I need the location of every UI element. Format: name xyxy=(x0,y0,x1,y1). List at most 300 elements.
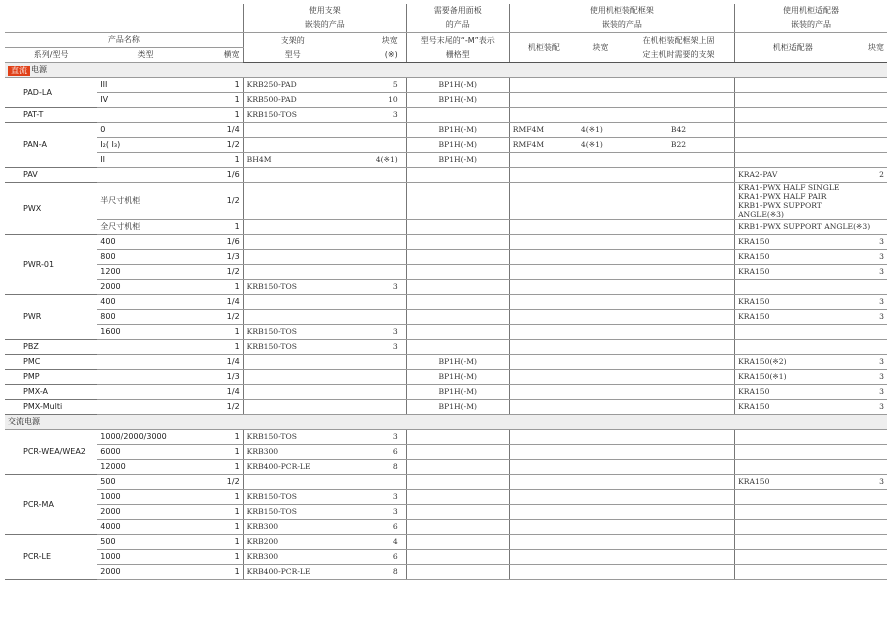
rack-units-cell xyxy=(578,93,623,108)
header-blank-cell xyxy=(5,4,243,33)
type-cell: 1600 xyxy=(97,325,194,340)
bracket-model-cell xyxy=(243,400,342,415)
category-label xyxy=(5,63,887,78)
header-row-groups xyxy=(5,4,887,33)
rack-bracket-cell xyxy=(623,550,735,565)
adapter-units-cell xyxy=(850,325,887,340)
rack-bracket-cell xyxy=(623,370,735,385)
bracket-units-cell: 6 xyxy=(342,550,406,565)
blank-panel-cell: BP1H(-M) xyxy=(406,385,509,400)
row-indent xyxy=(5,385,20,400)
header-series-model: 系列/型号 xyxy=(5,48,97,63)
rack-mount-cell xyxy=(509,340,578,355)
width-cell: 1 xyxy=(194,325,243,340)
rack-mount-cell xyxy=(509,370,578,385)
width-cell: 1 xyxy=(194,565,243,580)
blank-panel-cell xyxy=(406,550,509,565)
bracket-units-cell: 3 xyxy=(342,490,406,505)
bracket-model-cell: BH4M xyxy=(243,153,342,168)
rack-bracket-cell xyxy=(623,520,735,535)
blank-panel-cell xyxy=(406,325,509,340)
width-cell: 1/2 xyxy=(194,265,243,280)
rack-mount-cell xyxy=(509,565,578,580)
adapter-units-cell xyxy=(850,520,887,535)
series-cell: PAN-A xyxy=(20,123,97,168)
rack-adapter-cell xyxy=(735,430,851,445)
rack-mount-cell xyxy=(509,250,578,265)
bracket-units-cell: 3 xyxy=(342,325,406,340)
series-cell: PCR-WEA/WEA2 xyxy=(20,430,97,475)
rack-adapter-cell xyxy=(735,445,851,460)
blank-panel-cell: BP1H(-M) xyxy=(406,138,509,153)
row-indent xyxy=(5,295,20,340)
rack-units-cell xyxy=(578,385,623,400)
bracket-units-cell xyxy=(342,400,406,415)
blank-panel-cell: BP1H(-M) xyxy=(406,78,509,93)
bracket-model-cell xyxy=(243,295,342,310)
adapter-units-cell xyxy=(850,340,887,355)
row-indent xyxy=(5,235,20,295)
type-cell: 4000 xyxy=(97,520,194,535)
table-row xyxy=(5,460,887,475)
rack-adapter-cell xyxy=(735,565,851,580)
header-rack-frame-group: 使用机柜装配框架 嵌装的产品 xyxy=(509,4,734,33)
rack-bracket-cell xyxy=(623,535,735,550)
blank-panel-cell xyxy=(406,565,509,580)
rack-adapter-cell xyxy=(735,460,851,475)
type-cell: 2000 xyxy=(97,565,194,580)
rack-units-cell xyxy=(578,325,623,340)
bracket-units-cell xyxy=(342,355,406,370)
type-cell xyxy=(97,108,194,123)
bracket-model-cell: KRB150-TOS xyxy=(243,280,342,295)
rack-adapter-cell xyxy=(735,520,851,535)
row-indent xyxy=(5,355,20,370)
bracket-units-cell: 3 xyxy=(342,340,406,355)
blank-panel-cell xyxy=(406,280,509,295)
rack-bracket-cell xyxy=(623,355,735,370)
blank-panel-cell xyxy=(406,250,509,265)
rack-bracket-cell xyxy=(623,445,735,460)
row-indent xyxy=(5,108,20,123)
header-product-name: 产品名称 xyxy=(5,33,243,48)
rack-mount-cell xyxy=(509,400,578,415)
rack-mount-cell xyxy=(509,460,578,475)
bracket-units-cell xyxy=(342,168,406,183)
bracket-model-cell xyxy=(243,183,342,220)
rack-mount-cell xyxy=(509,265,578,280)
width-cell: 1 xyxy=(194,520,243,535)
bracket-units-cell: 5 xyxy=(342,78,406,93)
type-cell xyxy=(97,400,194,415)
adapter-units-cell: 3 xyxy=(850,265,887,280)
table-row xyxy=(5,340,887,355)
type-cell: 400 xyxy=(97,295,194,310)
rack-units-cell xyxy=(578,78,623,93)
type-cell xyxy=(97,168,194,183)
bracket-model-cell: KRB250-PAD xyxy=(243,78,342,93)
rack-bracket-cell xyxy=(623,385,735,400)
rack-units-cell xyxy=(578,550,623,565)
rack-adapter-cell: KRA150(※2) xyxy=(735,355,851,370)
series-cell: PAD-LA xyxy=(20,78,97,108)
table-row xyxy=(5,385,887,400)
rack-units-cell xyxy=(578,340,623,355)
blank-panel-cell: BP1H(-M) xyxy=(406,400,509,415)
rack-adapter-cell xyxy=(735,325,851,340)
bracket-units-cell xyxy=(342,235,406,250)
category-row xyxy=(5,63,887,78)
rack-adapter-cell: KRA150 xyxy=(735,265,851,280)
bracket-units-cell xyxy=(342,265,406,280)
bracket-units-cell: 4 xyxy=(342,535,406,550)
rack-adapter-cell xyxy=(735,550,851,565)
series-cell: PAT-T xyxy=(20,108,97,123)
rack-mount-cell xyxy=(509,385,578,400)
bracket-units-cell xyxy=(342,475,406,490)
rack-mount-cell xyxy=(509,550,578,565)
adapter-units-cell xyxy=(850,183,887,220)
header-blank-panel-group: 需要备用面板 的产品 xyxy=(406,4,509,33)
rack-adapter-cell xyxy=(735,505,851,520)
rack-bracket-cell xyxy=(623,475,735,490)
rack-units-cell xyxy=(578,153,623,168)
adapter-units-cell: 3 xyxy=(850,475,887,490)
series-cell: PCR-LE xyxy=(20,535,97,580)
rack-mount-cell xyxy=(509,430,578,445)
bracket-units-cell: 3 xyxy=(342,430,406,445)
bracket-units-cell xyxy=(342,370,406,385)
rack-mount-cell xyxy=(509,535,578,550)
rack-units-cell xyxy=(578,535,623,550)
rack-adapter-cell: KRA150 xyxy=(735,250,851,265)
table-row xyxy=(5,535,887,550)
bracket-model-cell xyxy=(243,138,342,153)
table-row xyxy=(5,123,887,138)
bracket-units-cell xyxy=(342,385,406,400)
type-cell: 2000 xyxy=(97,280,194,295)
bracket-model-cell: KRB150-TOS xyxy=(243,325,342,340)
rack-bracket-cell xyxy=(623,153,735,168)
bracket-units-cell xyxy=(342,183,406,220)
rack-mount-cell: RMF4M xyxy=(509,138,578,153)
table-row xyxy=(5,445,887,460)
rack-bracket-cell xyxy=(623,325,735,340)
table-row xyxy=(5,93,887,108)
rack-units-cell xyxy=(578,460,623,475)
header-row-product-name xyxy=(5,33,887,48)
rack-adapter-cell: KRA150 xyxy=(735,235,851,250)
rack-units-cell: 4(※1) xyxy=(578,138,623,153)
adapter-units-cell xyxy=(850,78,887,93)
adapter-units-cell xyxy=(850,505,887,520)
blank-panel-cell: BP1H(-M) xyxy=(406,355,509,370)
rack-adapter-cell xyxy=(735,123,851,138)
rack-mount-cell xyxy=(509,445,578,460)
bracket-units-cell: 3 xyxy=(342,280,406,295)
width-cell: 1 xyxy=(194,280,243,295)
bracket-units-cell: 4(※1) xyxy=(342,153,406,168)
rack-units-cell xyxy=(578,565,623,580)
adapter-units-cell: 3 xyxy=(850,370,887,385)
bracket-model-cell: KRB150-TOS xyxy=(243,430,342,445)
adapter-units-cell xyxy=(850,445,887,460)
rack-adapter-cell: KRA150 xyxy=(735,385,851,400)
bracket-units-cell xyxy=(342,295,406,310)
rack-adapter-cell xyxy=(735,535,851,550)
adapter-units-cell xyxy=(850,550,887,565)
table-row xyxy=(5,168,887,183)
bracket-model-cell xyxy=(243,220,342,235)
adapter-units-cell: 3 xyxy=(850,250,887,265)
bracket-units-cell: 3 xyxy=(342,108,406,123)
rack-mount-cell xyxy=(509,505,578,520)
bracket-model-cell xyxy=(243,385,342,400)
rack-mount-cell xyxy=(509,78,578,93)
type-cell: IV xyxy=(97,93,194,108)
blank-panel-cell xyxy=(406,445,509,460)
blank-panel-cell xyxy=(406,108,509,123)
blank-panel-cell xyxy=(406,520,509,535)
table-row xyxy=(5,220,887,235)
table-row xyxy=(5,355,887,370)
rack-bracket-cell xyxy=(623,490,735,505)
header-rack-mount: 机柜装配 xyxy=(509,33,578,63)
header-type: 类型 xyxy=(97,48,194,63)
rack-units-cell: 4(※1) xyxy=(578,123,623,138)
rack-bracket-cell xyxy=(623,265,735,280)
blank-panel-cell xyxy=(406,168,509,183)
series-cell: PWR-01 xyxy=(20,235,97,295)
table-row xyxy=(5,310,887,325)
rack-mount-compatibility-table xyxy=(5,4,887,580)
rack-adapter-cell xyxy=(735,280,851,295)
type-cell: 6000 xyxy=(97,445,194,460)
bracket-units-cell: 3 xyxy=(342,505,406,520)
row-indent xyxy=(5,78,20,108)
bracket-model-cell: KRB150-TOS xyxy=(243,490,342,505)
width-cell: 1 xyxy=(194,220,243,235)
bracket-model-cell xyxy=(243,475,342,490)
blank-panel-cell xyxy=(406,235,509,250)
type-cell: 1000 xyxy=(97,490,194,505)
series-cell: PMP xyxy=(20,370,97,385)
table-row xyxy=(5,138,887,153)
rack-units-cell xyxy=(578,430,623,445)
rack-units-cell xyxy=(578,295,623,310)
rack-mount-cell xyxy=(509,355,578,370)
bracket-units-cell: 6 xyxy=(342,520,406,535)
width-cell: 1/6 xyxy=(194,168,243,183)
table-row xyxy=(5,235,887,250)
bracket-model-cell: KRB150-TOS xyxy=(243,108,342,123)
header-blank-panel-note: 型号末尾的“-M”表示 栅格型 xyxy=(406,33,509,63)
bracket-model-cell xyxy=(243,355,342,370)
rack-mount-cell xyxy=(509,325,578,340)
width-cell: 1/2 xyxy=(194,183,243,220)
blank-panel-cell xyxy=(406,490,509,505)
width-cell: 1 xyxy=(194,340,243,355)
header-bracket-group: 使用支架 嵌装的产品 xyxy=(243,4,406,33)
rack-mount-cell xyxy=(509,108,578,123)
type-cell: 0 xyxy=(97,123,194,138)
type-cell: 1200 xyxy=(97,265,194,280)
width-cell: 1/4 xyxy=(194,295,243,310)
bracket-model-cell xyxy=(243,265,342,280)
series-cell: PMX-A xyxy=(20,385,97,400)
width-cell: 1/2 xyxy=(194,310,243,325)
rack-adapter-cell xyxy=(735,138,851,153)
rack-bracket-cell: B42 xyxy=(623,123,735,138)
rack-bracket-cell xyxy=(623,250,735,265)
rack-mount-cell xyxy=(509,475,578,490)
blank-panel-cell xyxy=(406,505,509,520)
table-row xyxy=(5,78,887,93)
rack-mount-cell xyxy=(509,295,578,310)
adapter-units-cell xyxy=(850,430,887,445)
width-cell: 1 xyxy=(194,460,243,475)
table-row xyxy=(5,550,887,565)
width-cell: 1 xyxy=(194,490,243,505)
rack-units-cell xyxy=(578,310,623,325)
bracket-units-cell: 6 xyxy=(342,445,406,460)
table-row xyxy=(5,490,887,505)
header-rack-bracket-note: 在机柜装配框架上固 定主机时需要的支架 xyxy=(623,33,735,63)
category-label-text: 交流电源 xyxy=(8,417,40,426)
width-cell: 1 xyxy=(194,550,243,565)
table-row xyxy=(5,565,887,580)
type-cell: 500 xyxy=(97,535,194,550)
row-indent xyxy=(5,168,20,183)
width-cell: 1/6 xyxy=(194,235,243,250)
rack-adapter-cell xyxy=(735,78,851,93)
bracket-model-cell xyxy=(243,235,342,250)
rack-adapter-cell: KRA150 xyxy=(735,475,851,490)
row-indent xyxy=(5,123,20,168)
rack-bracket-cell xyxy=(623,505,735,520)
bracket-model-cell: KRB150-TOS xyxy=(243,340,342,355)
width-cell: 1 xyxy=(194,108,243,123)
rack-mount-cell xyxy=(509,93,578,108)
rack-units-cell xyxy=(578,400,623,415)
width-cell: 1/4 xyxy=(194,385,243,400)
bracket-units-cell: 8 xyxy=(342,460,406,475)
category-label-text: 电源 xyxy=(31,65,47,74)
row-indent xyxy=(5,183,20,235)
rack-adapter-cell xyxy=(735,153,851,168)
rack-mount-cell xyxy=(509,235,578,250)
rack-bracket-cell xyxy=(623,565,735,580)
category-label xyxy=(5,415,887,430)
type-cell: 半尺寸机柜 xyxy=(97,183,194,220)
rack-bracket-cell xyxy=(623,78,735,93)
blank-panel-cell xyxy=(406,183,509,220)
adapter-units-cell: 3 xyxy=(850,235,887,250)
header-bracket-units: 块宽 (※) xyxy=(342,33,406,63)
rack-mount-cell xyxy=(509,153,578,168)
width-cell: 1 xyxy=(194,78,243,93)
table-row xyxy=(5,325,887,340)
type-cell: 400 xyxy=(97,235,194,250)
type-cell: II xyxy=(97,153,194,168)
type-cell xyxy=(97,385,194,400)
bracket-units-cell xyxy=(342,250,406,265)
rack-units-cell xyxy=(578,265,623,280)
series-cell: PMX-Multi xyxy=(20,400,97,415)
rack-bracket-cell xyxy=(623,93,735,108)
width-cell: 1/3 xyxy=(194,250,243,265)
series-cell: PAV xyxy=(20,168,97,183)
bracket-model-cell: KRB300 xyxy=(243,550,342,565)
width-cell: 1 xyxy=(194,445,243,460)
type-cell: 12000 xyxy=(97,460,194,475)
table-row xyxy=(5,183,887,220)
blank-panel-cell: BP1H(-M) xyxy=(406,123,509,138)
bracket-units-cell xyxy=(342,123,406,138)
rack-mount-cell xyxy=(509,310,578,325)
header-width: 横宽 xyxy=(194,48,243,63)
width-cell: 1/2 xyxy=(194,400,243,415)
row-indent xyxy=(5,400,20,415)
rack-bracket-cell xyxy=(623,183,735,220)
table-row xyxy=(5,280,887,295)
blank-panel-cell xyxy=(406,460,509,475)
rack-units-cell xyxy=(578,355,623,370)
width-cell: 1/2 xyxy=(194,138,243,153)
blank-panel-cell xyxy=(406,220,509,235)
rack-adapter-cell: KRA150 xyxy=(735,310,851,325)
blank-panel-cell xyxy=(406,295,509,310)
adapter-units-cell: 3 xyxy=(850,295,887,310)
adapter-units-cell: 3 xyxy=(850,400,887,415)
blank-panel-cell xyxy=(406,340,509,355)
blank-panel-cell xyxy=(406,475,509,490)
rack-units-cell xyxy=(578,475,623,490)
rack-units-cell xyxy=(578,505,623,520)
type-cell: 2000 xyxy=(97,505,194,520)
rack-mount-cell: RMF4M xyxy=(509,123,578,138)
rack-mount-cell xyxy=(509,168,578,183)
bracket-model-cell: KRB400-PCR-LE xyxy=(243,460,342,475)
table-row xyxy=(5,108,887,123)
bracket-units-cell xyxy=(342,220,406,235)
table-row xyxy=(5,505,887,520)
rack-bracket-cell xyxy=(623,220,735,235)
width-cell: 1 xyxy=(194,153,243,168)
width-cell: 1/4 xyxy=(194,123,243,138)
adapter-units-cell xyxy=(850,565,887,580)
bracket-model-cell xyxy=(243,168,342,183)
rack-bracket-cell: B22 xyxy=(623,138,735,153)
series-cell: PCR-MA xyxy=(20,475,97,535)
blank-panel-cell: BP1H(-M) xyxy=(406,93,509,108)
rack-units-cell xyxy=(578,520,623,535)
type-cell xyxy=(97,370,194,385)
series-cell: PBZ xyxy=(20,340,97,355)
rack-bracket-cell xyxy=(623,340,735,355)
rack-units-cell xyxy=(578,108,623,123)
width-cell: 1/4 xyxy=(194,355,243,370)
rack-mount-cell xyxy=(509,490,578,505)
rack-bracket-cell xyxy=(623,430,735,445)
width-cell: 1 xyxy=(194,430,243,445)
bracket-units-cell xyxy=(342,310,406,325)
row-indent xyxy=(5,370,20,385)
table-row xyxy=(5,475,887,490)
header-rack-adapter-group: 使用机柜适配器 嵌装的产品 xyxy=(735,4,887,33)
width-cell: 1/2 xyxy=(194,475,243,490)
blank-panel-cell: BP1H(-M) xyxy=(406,370,509,385)
